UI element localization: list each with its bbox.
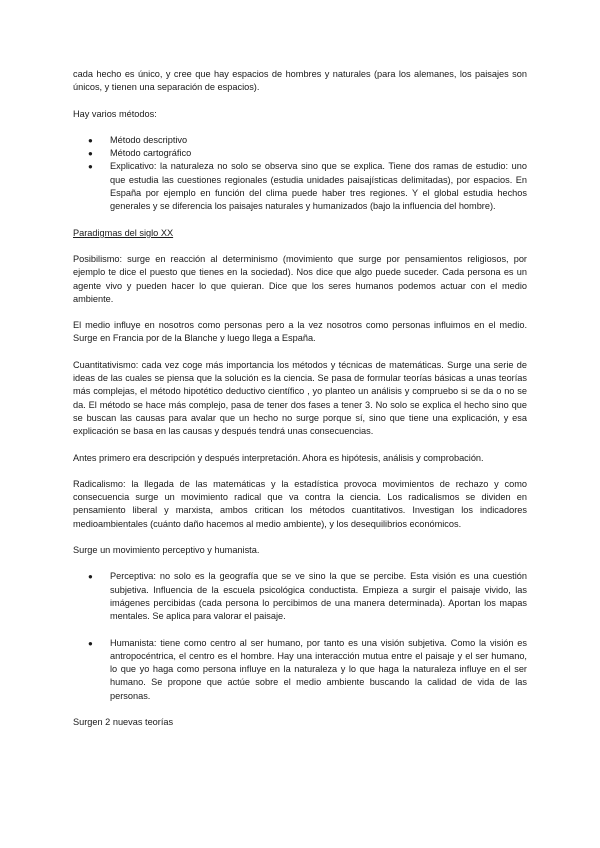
- list-item-text: Explicativo: la naturaleza no solo se observa sino que se explica. Tiene dos ramas de estudio: uno que estudia las cuestiones regionales (estudia unidades paisajísticas delimitadas), por espacios. En España por ejemplo en función del clima puede haber tres regiones. Y el global estudia hechos generales y se diferencia los paisajes naturales y humanizados (bajo la influencia del hombre).: [110, 161, 527, 212]
- bullet-icon: ●: [88, 149, 93, 159]
- intro-paragraph: cada hecho es único, y cree que hay espacios de hombres y naturales (para los alemanes, los paisajes son únicos, y tienen una separación de espacios).: [73, 69, 527, 93]
- medio-paragraph: El medio influye en nosotros como personas pero a la vez nosotros como personas influimos en el medio. Surge en Francia por de la Blanche y luego llega a España.: [73, 320, 527, 344]
- bullet-icon: ●: [88, 638, 93, 648]
- surgen-paragraph: Surgen 2 nuevas teorías: [73, 716, 174, 727]
- list-item-text: Humanista: tiene como centro al ser humano, por tanto es una visión subjetiva. Como la visión es antropocéntrica, el centro es el hombre. Hay una interacción mutua entre el paisaje y el ser humano, lo que yo haga como persona influye en la naturaleza y lo que haga la naturaleza influye en el ser humano. Se propone que actúe sobre el medio ambiente buscando la calidad de vida de las personas.: [110, 637, 527, 701]
- list-item-text: Método descriptivo: [110, 134, 188, 145]
- cuantitativismo-paragraph: Cuantitativismo: cada vez coge más importancia los métodos y técnicas de matemáticas. Surge una serie de ideas de las cuales se piensa que la solución es la ciencia. Se pasa de formular teorías básicas a unas teorías más complejas, el método hipotético deductivo científico , yo planteo un análisis y compruebo si se da o no se da. El método se hace más complejo, pasa de tener dos fases a tener 3. No solo se explica el hecho sino que se buscan las causas para avalar que un hecho no surge porque sí, sino que tiene una explicación, y esa explicación se basa en las causas y después tendrá unas consecuencias.: [73, 359, 527, 437]
- bullet-icon: ●: [88, 572, 93, 582]
- bullet-icon: ●: [88, 162, 93, 172]
- list-item: [73, 570, 527, 623]
- list-item: [73, 160, 527, 213]
- antes-paragraph: Antes primero era descripción y después interpretación. Ahora es hipótesis, análisis y comprobación.: [73, 452, 484, 463]
- posibilismo-paragraph: Posibilismo: surge en reacción al determinismo (movimiento que surge por pensamientos religiosos, por ejemplo te dice el puesto que tienes en la sociedad). Nos dice que algo puede suceder. Cada persona es un agente vivo y pueden hacer lo que quieran. Dice que los seres humanos podemos actuar con el medio ambiente.: [73, 253, 527, 304]
- bullet-icon: ●: [88, 135, 93, 145]
- surge-movimiento-paragraph: Surge un movimiento perceptivo y humanista.: [73, 545, 260, 556]
- methods-title: Hay varios métodos:: [73, 108, 157, 119]
- methods-list: [73, 134, 527, 214]
- movements-list: [73, 570, 527, 703]
- list-item-text: Método cartográfico: [110, 148, 192, 159]
- section-heading: Paradigmas del siglo XX: [73, 227, 174, 238]
- radicalismo-paragraph: Radicalismo: la llegada de las matemáticas y la estadística provoca movimientos de rechazo y como consecuencia surge un movimiento radical que va contra la ciencia. Los radicalismos se dividen en pensamiento liberal y marxista, ambos critican los métodos cuantitativos. Investigan los indicadores medioambientales (cuánto daño hacemos al medio ambiente), y los desequilibrios económicos.: [73, 478, 527, 529]
- list-item: [73, 147, 527, 160]
- list-item: [73, 637, 527, 703]
- list-item-text: Perceptiva: no solo es la geografía que se ve sino la que se percibe. Esta visión es una cuestión subjetiva. Influencia de la escuela psicológica conductista. Empieza a surgir el paisaje vivido, las imágenes percibidas (cada persona lo percibimos de una manera determinada). Aportan los mapas mentales. Se aplica para valorar el paisaje.: [110, 571, 527, 622]
- list-item: [73, 134, 527, 147]
- document-page: [73, 68, 527, 729]
